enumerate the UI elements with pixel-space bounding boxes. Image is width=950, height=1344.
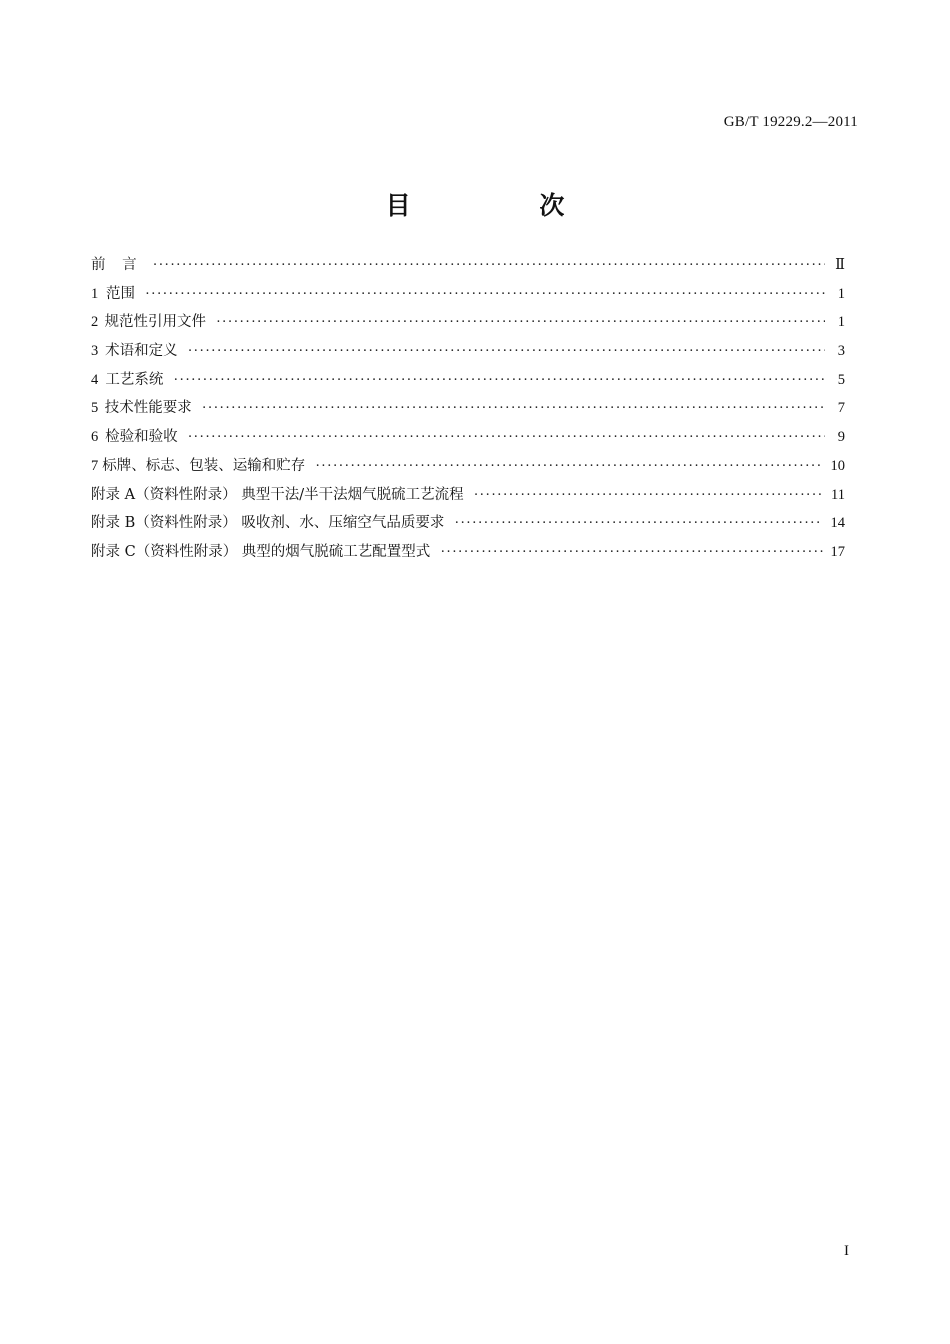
dot-leader [315,452,822,481]
toc-entry-number: 7 [91,457,99,474]
toc-entry-number: 6 [91,429,99,446]
toc-entry-number: 5 [91,400,99,417]
toc-entry-number: 2 [91,314,99,331]
dot-leader [173,366,825,395]
toc-entry-3[interactable] [91,337,845,366]
toc-entry-label: 工艺系统 [105,371,164,388]
toc-entry-page: 11 [831,486,845,503]
toc-entry-page: 5 [837,371,845,388]
toc-entry-label: 前 言 [91,257,143,273]
dot-leader [202,394,825,423]
toc-entry-number: 4 [91,371,99,388]
toc-entry-label: 技术性能要求 [104,400,192,417]
toc-entry-page: 1 [837,314,845,331]
dot-leader [188,423,825,452]
toc-entry-label: 术语和定义 [105,343,178,360]
toc-entry-appendix-a[interactable] [91,481,845,510]
dot-leader [440,538,822,567]
dot-leader [153,251,825,280]
toc-entry-appendix-c[interactable] [91,538,845,567]
toc-entry-label: 标牌、标志、包装、运输和贮存 [102,457,306,474]
toc-entry-page: 14 [830,515,845,532]
toc-entry-7[interactable] [91,452,845,481]
toc-entry-page: Ⅱ [835,257,845,273]
toc-entry-label: 附录 A（资料性附录） 典型干法/半干法烟气脱硫工艺流程 [91,486,464,503]
toc-entry-label: 附录 C（资料性附录） 典型的烟气脱硫工艺配置型式 [91,543,431,560]
toc-entry-page: 10 [830,457,845,474]
page-number: I [844,1243,849,1259]
toc-entry-label: 范围 [106,285,136,302]
toc-entry-page: 3 [837,343,845,360]
dot-leader [145,280,825,309]
toc-title: 目 次 [385,191,625,220]
toc-entry-6[interactable] [91,423,845,452]
toc-entry-label: 附录 B（资料性附录） 吸收剂、水、压缩空气品质要求 [91,515,445,532]
toc-entry-page: 1 [837,285,845,302]
dot-leader [216,308,825,337]
standard-code: GB/T 19229.2—2011 [723,114,858,130]
toc-entry-page: 17 [830,543,845,560]
dot-leader [188,337,825,366]
table-of-contents [91,251,845,567]
toc-entry-4[interactable] [91,366,845,395]
dot-leader [474,481,823,510]
dot-leader [454,509,822,538]
toc-entry-5[interactable] [91,394,845,423]
toc-entry-label: 检验和验收 [105,429,178,446]
toc-entry-page: 7 [837,400,845,417]
toc-entry-label: 规范性引用文件 [104,314,206,331]
toc-entry-page: 9 [837,429,845,446]
toc-entry-1[interactable] [91,280,845,309]
toc-entry-2[interactable] [91,308,845,337]
toc-entry-number: 1 [91,285,99,302]
toc-entry-foreword[interactable] [91,251,845,280]
toc-entry-appendix-b[interactable] [91,509,845,538]
toc-entry-number: 3 [91,343,99,360]
